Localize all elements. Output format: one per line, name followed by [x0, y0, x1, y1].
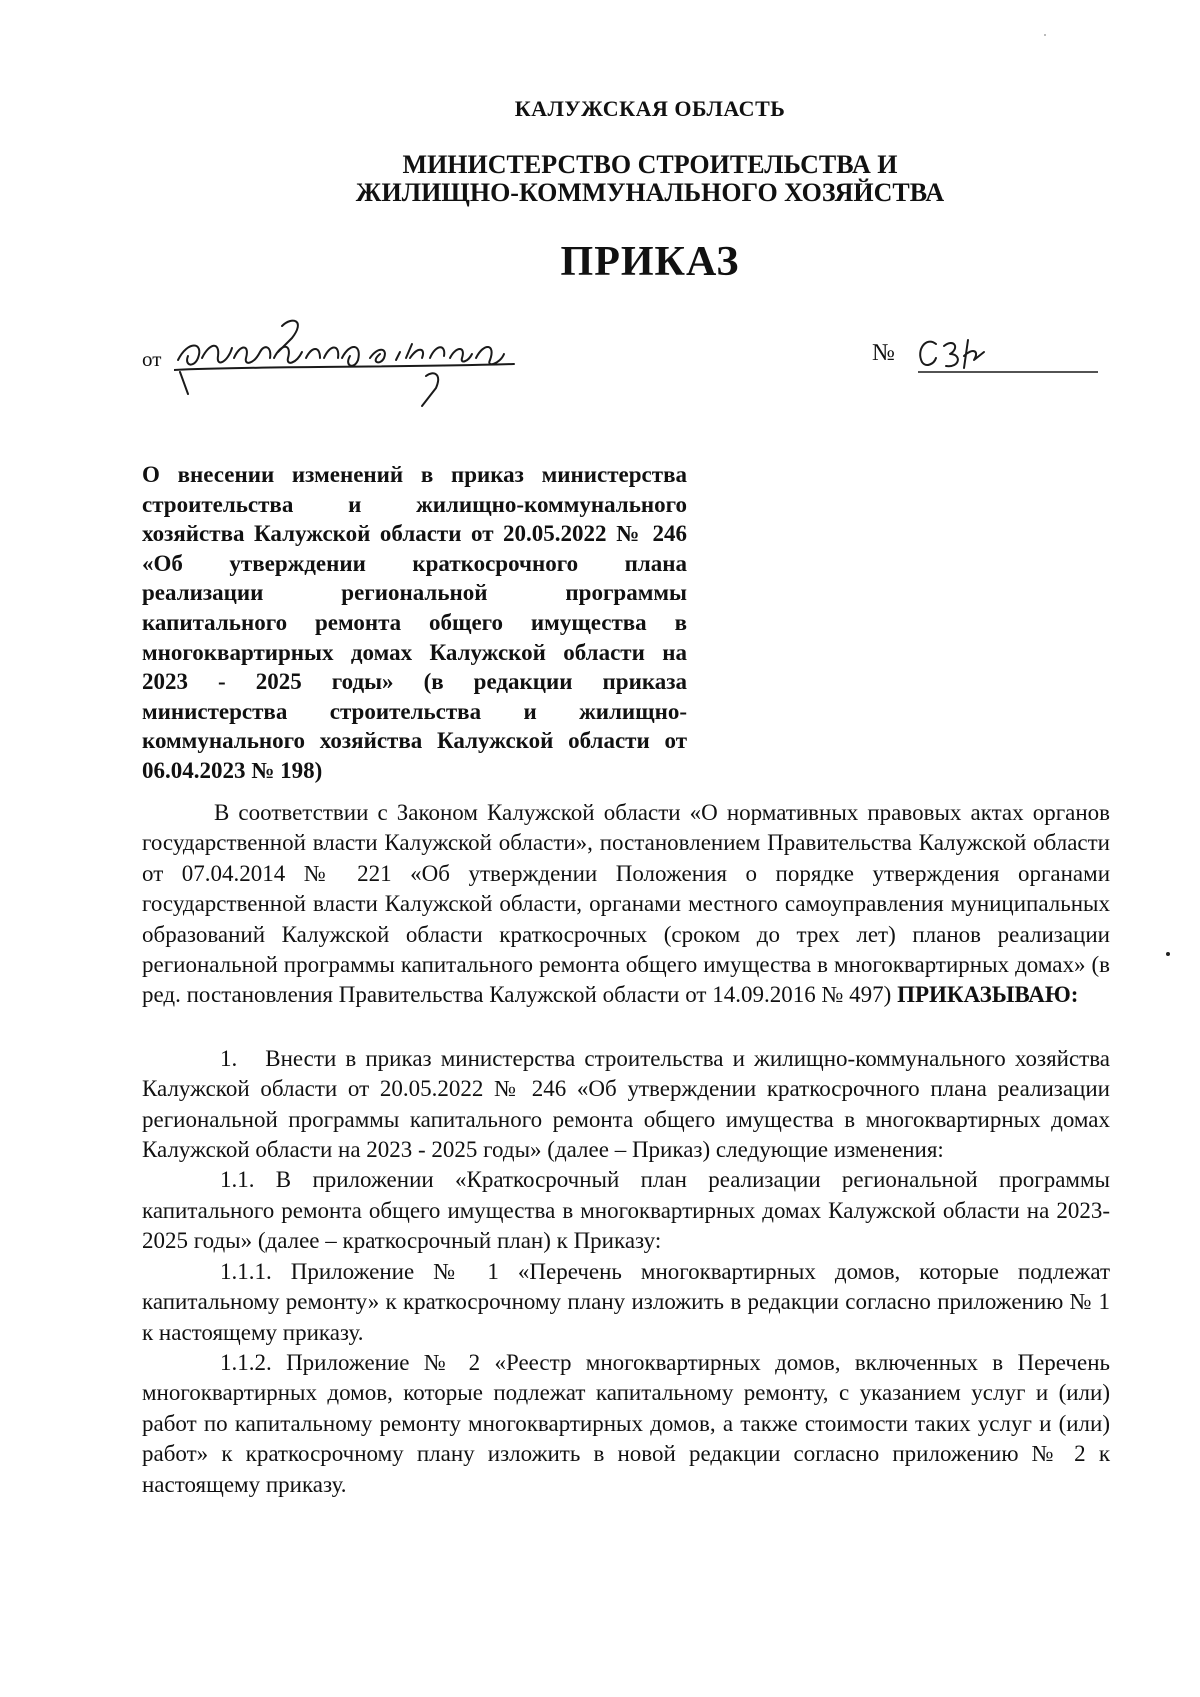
- order-subject: О внесении изменений в приказ министерства строительства и жилищно-коммунального хозяйства Калужской области от 20.05.2022 № 246 «Об утверждении краткосрочного плана реализации региональной программы капитального ремонта общего имущества в многоквартирных домах Калужской области на 2023 - 2025 годы» (в редакции приказа министерства строительства и жилищно-коммунального хозяйства Калужской области от 06.04.2023 № 198): [142, 462, 687, 783]
- order-item-1-1-2: 1.1.2. Приложение № 2 «Реестр многоквартирных домов, включенных в Перечень многоквартирных домов, которые подлежат капитальному ремонту, с указанием услуг и (или) работ по капитальному ремонту многоквартирных домов, а также стоимости таких услуг и (или) работ» к краткосрочному плану изложить в новой редакции согласно приложению № 2 к настоящему приказу.: [142, 1349, 1110, 1497]
- item-1-number: 1.: [220, 1045, 238, 1071]
- order-item-1-1-1: 1.1.1. Приложение № 1 «Перечень многоквартирных домов, которые подлежат капитальному ремонту» к краткосрочному плану изложить в редакции согласно приложению № 1 к настоящему приказу.: [142, 1258, 1110, 1345]
- ministry-name-line2: ЖИЛИЩНО-КОММУНАЛЬНОГО ХОЗЯЙСТВА: [355, 178, 945, 207]
- ministry-name-line1: МИНИСТЕРСТВО СТРОИТЕЛЬСТВА И: [402, 150, 898, 179]
- handwritten-number: [910, 328, 1100, 378]
- scan-speck: [1166, 952, 1170, 956]
- document-type-title: ПРИКАЗ: [560, 239, 740, 285]
- item-1-text: Внести в приказ министерства строительства и жилищно-коммунального хозяйства Калужской области от 20.05.2022 № 246 «Об утверждении краткосрочного плана реализации региональной программы капитального ремонта общего имущества в многоквартирных домах Калужской области на 2023 - 2025 годы» (далее – Приказ) следующие изменения:: [142, 1045, 1110, 1163]
- preamble-paragraph: [142, 798, 1110, 1011]
- order-item-1: [142, 1044, 1110, 1166]
- order-item-1-1: 1.1. В приложении «Краткосрочный план реализации региональной программы капитального ремонта общего имущества в многоквартирных домах Калужской области на 2023-2025 годы» (далее – краткосрочный план) к Приказу:: [142, 1167, 1110, 1254]
- order-body: [142, 798, 1110, 1500]
- preamble-text: В соответствии с Законом Калужской области «О нормативных правовых актах органов государственной власти Калужской области», постановлением Правительства Калужской области от 07.04.2014 № 221 «Об утверждении Положения о порядке утверждения органами государственной власти Калужской области, органами местного самоуправления муниципальных образований Калужской области краткосрочных (сроком до трех лет) планов реализации региональной программы капитального ремонта общего имущества в многоквартирных домах» (в ред. постановления Правительства Калужской области от 14.09.2016 № 497): [142, 800, 1110, 1008]
- order-keyword: ПРИКАЗЫВАЮ:: [897, 982, 1079, 1008]
- region-title: КАЛУЖСКАЯ ОБЛАСТЬ: [514, 96, 786, 121]
- scan-speck: [1044, 34, 1046, 36]
- date-prefix-label: от: [142, 347, 162, 371]
- number-prefix-label: №: [872, 340, 895, 366]
- handwritten-date: [174, 318, 554, 408]
